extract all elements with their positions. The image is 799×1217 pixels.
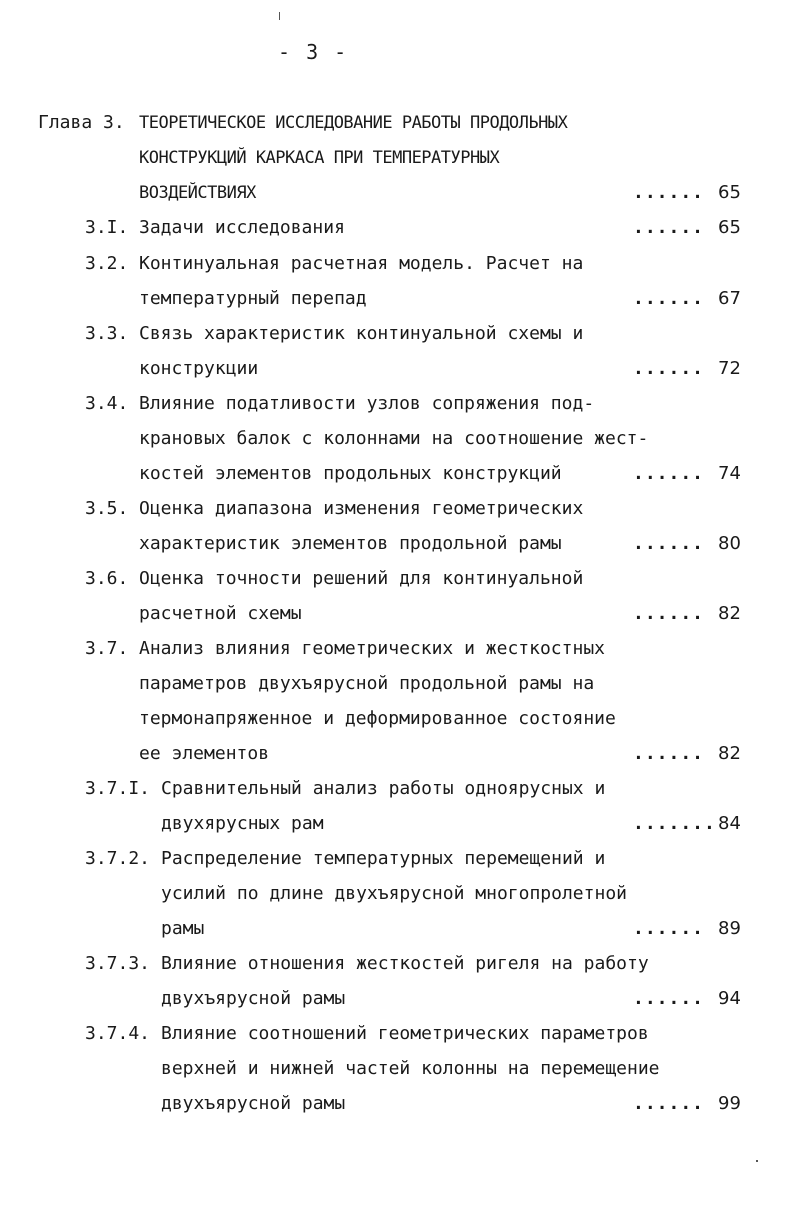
section-number: 3.3. [85,323,129,344]
section-title-line: Анализ влияния геометрических и жесткостных [139,638,605,659]
leader-dots: ...... [633,603,705,624]
section-title-line: Распределение температурных перемещений и [161,848,606,869]
chapter-title-line: КОНСТРУКЦИЙ КАРКАСА ПРИ ТЕМПЕРАТУРНЫХ [139,148,500,168]
section-page: 99 [718,1093,741,1114]
section-title-line: усилий по длине двухъярусной многопролетной [161,883,627,904]
leader-dots: ...... [633,217,705,238]
section-title-line: ее элементов [139,743,270,764]
page-number: - 3 - [278,40,349,64]
chapter-page: 65 [718,182,741,203]
section-number: 3.7.I. [85,778,151,799]
section-number: 3.I. [85,217,129,238]
section-title-line: Влияние соотношений геометрических параметров [161,1023,649,1044]
section-number: 3.5. [85,498,129,519]
section-title-line: Связь характеристик континуальной схемы и [139,323,584,344]
section-page: 89 [718,918,741,939]
section-number: 3.6. [85,568,129,589]
scan-speck [756,1160,758,1162]
leader-dots: ...... [633,463,705,484]
leader-dots: ...... [633,533,705,554]
chapter-title-line: ТЕОРЕТИЧЕСКОЕ ИССЛЕДОВАНИЕ РАБОТЫ ПРОДОЛЬНЫХ [139,113,568,133]
section-title-line: двухъярусной рамы [161,1093,346,1114]
section-number: 3.4. [85,393,129,414]
leader-dots: ...... [633,182,705,203]
section-title-line: температурный перепад [139,288,367,309]
leader-dots: ...... [633,918,705,939]
chapter-title-line: ВОЗДЕЙСТВИЯХ [139,183,256,203]
section-page: 82 [718,743,741,764]
section-title-line: Оценка диапазона изменения геометрических [139,498,584,519]
section-title-line: двухярусных рам [161,813,324,834]
chapter-label: Глава 3. [38,112,125,133]
section-title-line: костей элементов продольных конструкций [139,463,562,484]
section-page: 74 [718,463,741,484]
section-title-line: расчетной схемы [139,603,302,624]
section-title-line: Континуальная расчетная модель. Расчет на [139,253,584,274]
section-title-line: Влияние отношения жесткостей ригеля на работу [161,953,649,974]
section-number: 3.7.2. [85,848,151,869]
section-page: 65 [718,217,741,238]
section-number: 3.7.4. [85,1023,151,1044]
section-title-line: крановых балок с колоннами на соотношение жест- [139,428,649,449]
section-number: 3.7. [85,638,129,659]
leader-dots: ...... [633,288,705,309]
section-page: 67 [718,288,741,309]
section-title-line: конструкции [139,358,259,379]
leader-dots: ....... [633,813,716,834]
section-title-line: Оценка точности решений для континуальной [139,568,584,589]
leader-dots: ...... [633,743,705,764]
section-title-line: Сравнительный анализ работы одноярусных и [161,778,606,799]
section-title-line: термонапряженное и деформированное состояние [139,708,616,729]
section-page: 80 [718,533,741,554]
scan-speck [279,12,280,20]
section-title-line: характеристик элементов продольной рамы [139,533,562,554]
section-title-line: Влияние податливости узлов сопряжения под- [139,393,595,414]
section-title-line: рамы [161,918,205,939]
section-page: 72 [718,358,741,379]
section-number: 3.7.3. [85,953,151,974]
section-number: 3.2. [85,253,129,274]
leader-dots: ...... [633,358,705,379]
section-page: 82 [718,603,741,624]
section-title-line: Задачи исследования [139,217,345,238]
section-page: 84 [718,813,741,834]
section-title-line: параметров двухъярусной продольной рамы на [139,673,595,694]
section-page: 94 [718,988,741,1009]
leader-dots: ...... [633,988,705,1009]
leader-dots: ...... [633,1093,705,1114]
section-title-line: двухъярусной рамы [161,988,346,1009]
section-title-line: верхней и нижней частей колонны на перемещение [161,1058,660,1079]
